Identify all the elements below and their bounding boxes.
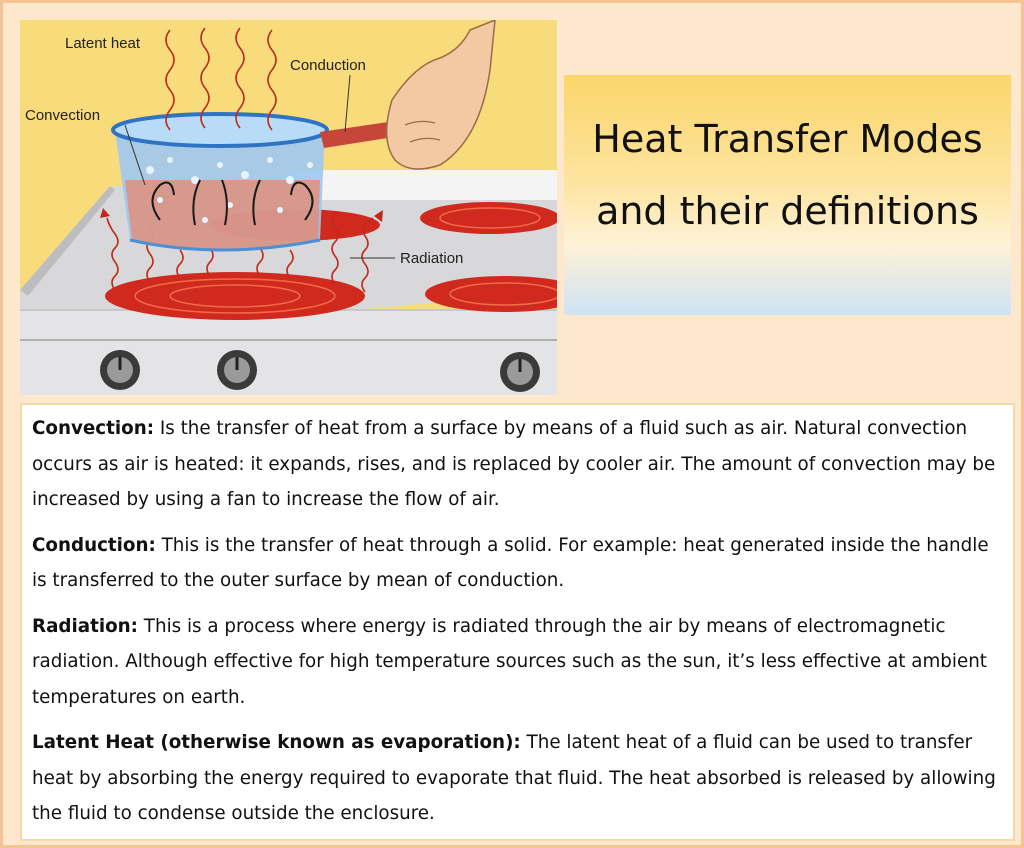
heat-transfer-diagram xyxy=(20,20,557,395)
stove-knob xyxy=(100,350,140,390)
stove-front xyxy=(20,310,557,395)
definition-term: Conduction: xyxy=(32,534,156,556)
definition-text: The latent heat of a fluid can be used to transfer heat by absorbing the energy required to evaporate that fluid. The heat absorbed is released by allowing the fluid to condense outside the enclosure. xyxy=(32,732,996,824)
page-title: Heat Transfer Modes and their definitions xyxy=(592,117,983,233)
stove-pot-illustration xyxy=(20,20,557,395)
stove-knob xyxy=(217,350,257,390)
label-latent-heat: Latent heat xyxy=(65,35,141,52)
burner-front-left xyxy=(105,272,365,320)
definition-text: Is the transfer of heat from a surface by means of a fluid such as air. Natural convection occurs as air is heated: it expands, rises, and is replaced by cooler air. The amount of convection may be increased by using a fan to increase the flow of air. xyxy=(32,418,996,510)
definition-text: This is a process where energy is radiated through the air by means of electromagnetic radiation. Although effective for high temperature sources such as the sun, it’s less effective at ambient temperatures on earth. xyxy=(32,615,987,708)
definition-conduction xyxy=(32,528,999,599)
definition-radiation xyxy=(32,609,999,716)
definition-term: Latent Heat (otherwise known as evaporation): xyxy=(32,732,521,753)
definition-latent-heat xyxy=(32,725,999,832)
label-conduction: Conduction xyxy=(290,57,366,74)
definitions-panel xyxy=(20,403,1015,841)
burner-back-right xyxy=(420,202,557,234)
definition-text: This is the transfer of heat through a solid. For example: heat generated inside the handle is transferred to the outer surface by mean of conduction. xyxy=(32,534,989,591)
definition-term: Convection: xyxy=(32,418,155,439)
definition-convection xyxy=(32,411,999,518)
label-radiation: Radiation xyxy=(400,250,464,267)
definition-term: Radiation: xyxy=(32,615,138,637)
label-convection: Convection xyxy=(25,107,101,124)
stove-knob xyxy=(500,352,540,392)
title-box xyxy=(564,75,1011,315)
